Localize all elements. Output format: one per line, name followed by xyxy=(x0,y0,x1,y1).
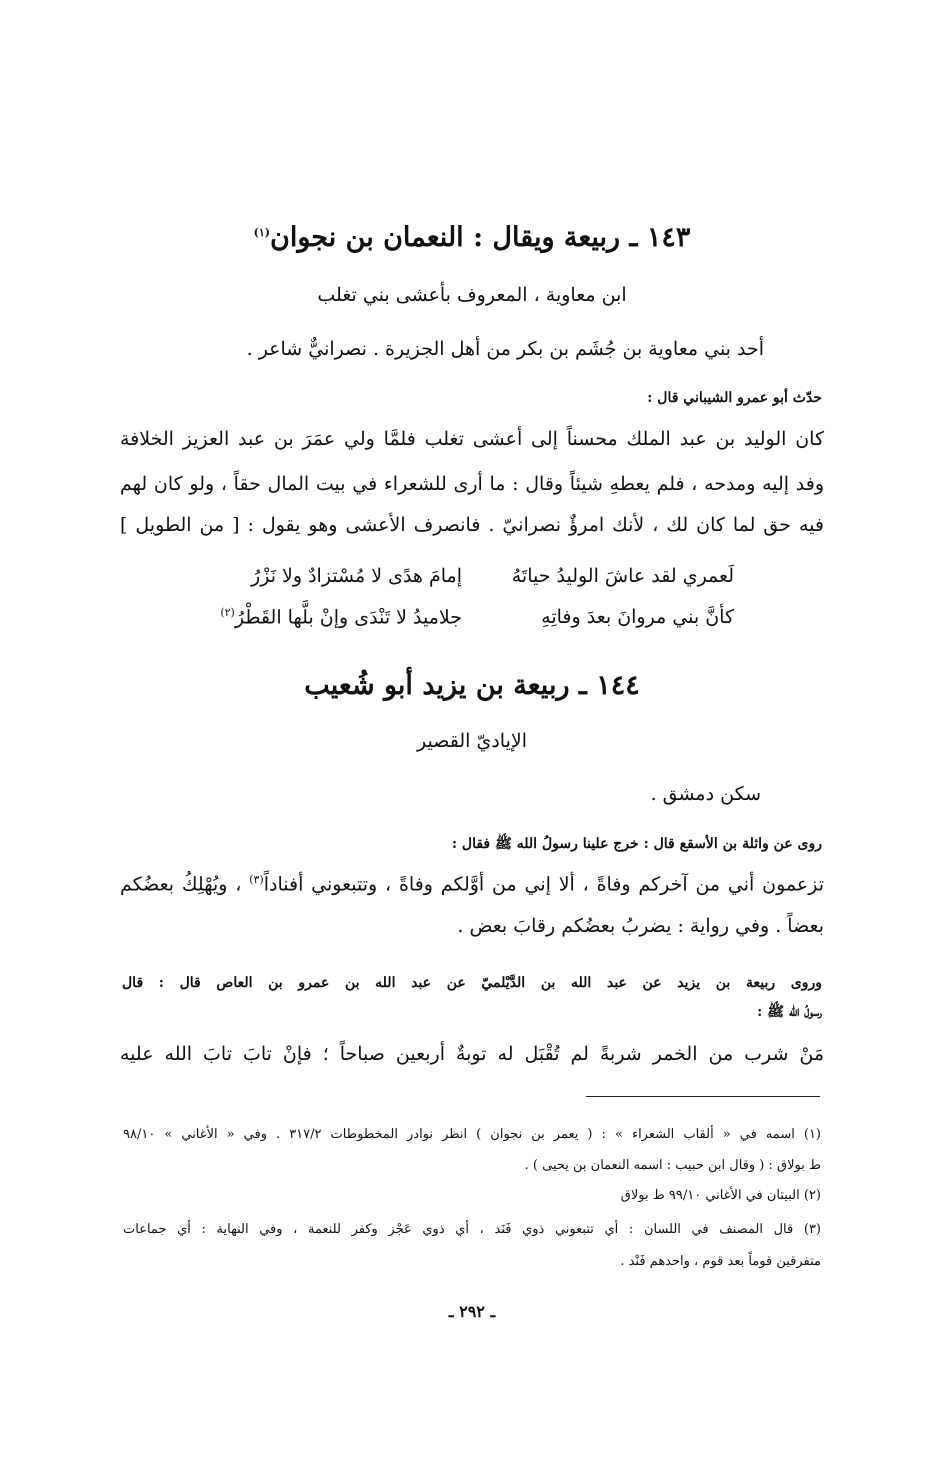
entry-143-paragraph-line: كان الوليد بن عبد الملك محسناً إلى أعشى تغلب فلمَّا ولي عمَرَ بن عبد العزيز الخلافة xyxy=(120,428,824,450)
verse-1-first-hemistich: لَعمري لقد عاشَ الوليدُ حياتَهُ xyxy=(511,565,734,587)
entry-143-narration-intro: حدّث أبو عمرو الشيباني قال : xyxy=(647,390,822,406)
footnote-3: (٣) قال المصنف في اللسان : أي تتبعوني ذوي فَنَد ، أي ذوي عَجْز وكفر للنعمة ، وفي النهاية : أي جماعات xyxy=(123,1222,821,1237)
page-number: ـ ٢٩٢ ـ xyxy=(448,1302,496,1321)
entry-143-paragraph-line: فيه حق لما كان لك ، لأنك امرؤٌ نصرانيّ . فانصرف الأعشى وهو يقول : [ من الطويل ] xyxy=(120,514,824,536)
footnote-2: (٢) البيتان في الأغاني ٩٩/١٠ ط بولاق xyxy=(620,1188,821,1203)
footnote-1-continued: ط بولاق : ( وقال ابن حبيب : اسمه النعمان بن يحيى ) . xyxy=(524,1158,821,1173)
entry-144-narration-intro-2: وروى ربيعة بن يزيد عن عبد الله بن الدَّيْلميّ عن عبد الله بن عمرو بن العاص قال : قال xyxy=(122,975,822,991)
footnote-divider xyxy=(586,1096,820,1097)
footnote-ref-2: (٢) xyxy=(220,606,235,619)
entry-144-narration-intro-2: رسولُ الله ﷺ : xyxy=(757,1004,822,1020)
entry-143-subtitle: ابن معاوية ، المعروف بأعشى بني تغلب xyxy=(317,284,627,306)
entry-143-paragraph-line: وفد إليه ومدحه ، فلم يعطهِ شيئاً وقال : ما أرى للشعراء في بيت المال حقاً ، ولو كان لهم xyxy=(120,473,824,495)
entry-144-heading: ١٤٤ ـ ربيعة بن يزيد أبو شُعيب xyxy=(304,670,640,701)
footnote-ref-1: (١) xyxy=(253,226,271,239)
hadith-line: تزعمون أني من آخركم وفاةً ، ألا إني من أوَّلكم وفاةً ، وتتبعوني أفناداً$^{(٣)}$ ، ويُهْلِكُ بعضُكم xyxy=(120,873,824,896)
footnote-3-continued: متفرقين قوماً بعد قوم ، واحدهم فَنْد . xyxy=(620,1254,821,1269)
verse-2-second-hemistich: جلاميدُ لا تَنْدَى وإنْ بلَّها القَطْرُ$^{(٢)}$ xyxy=(220,606,462,629)
footnote-ref-3: (٣) xyxy=(249,873,264,886)
footnote-1: (١) اسمه في « ألقاب الشعراء » : ( يعمر بن نجوان ) انظر نوادر المخطوطات ٣١٧/٢ . وفي « الأغاني » ٩٨/١٠ xyxy=(123,1127,821,1142)
entry-144-description: سكن دمشق . xyxy=(650,783,761,805)
verse-1-second-hemistich: إمامَ هدًى لا مُسْتزادٌ ولا نَزْرُ xyxy=(251,565,462,587)
hadith-line: بعضاً . وفي رواية : يضربُ بعضُكم رقابَ بعض . xyxy=(457,915,824,937)
entry-144-subtitle: الإياديّ القصير xyxy=(417,730,527,752)
entry-143-description: أحد بني معاوية بن جُشَم بن بكر من أهل الجزيرة . نصرانيٌّ شاعر . xyxy=(246,338,764,360)
hadith-line: مَنْ شرب من الخمر شربةً لم تُقْبَل له توبةٌ أربعين صباحاً ؛ فإنْ تابَ تابَ الله عليه xyxy=(120,1043,824,1065)
entry-143-heading: ١٤٣ ـ ربيعة ويقال : النعمان بن نجوان$^{(١)}$ xyxy=(253,222,691,253)
entry-144-narration-intro: روى عن واثلة بن الأسقع قال : خرج علينا رسولُ الله ﷺ فقال : xyxy=(451,836,822,852)
verse-2-first-hemistich: كأنَّ بني مروانَ بعدَ وفاتِهِ xyxy=(541,606,734,628)
